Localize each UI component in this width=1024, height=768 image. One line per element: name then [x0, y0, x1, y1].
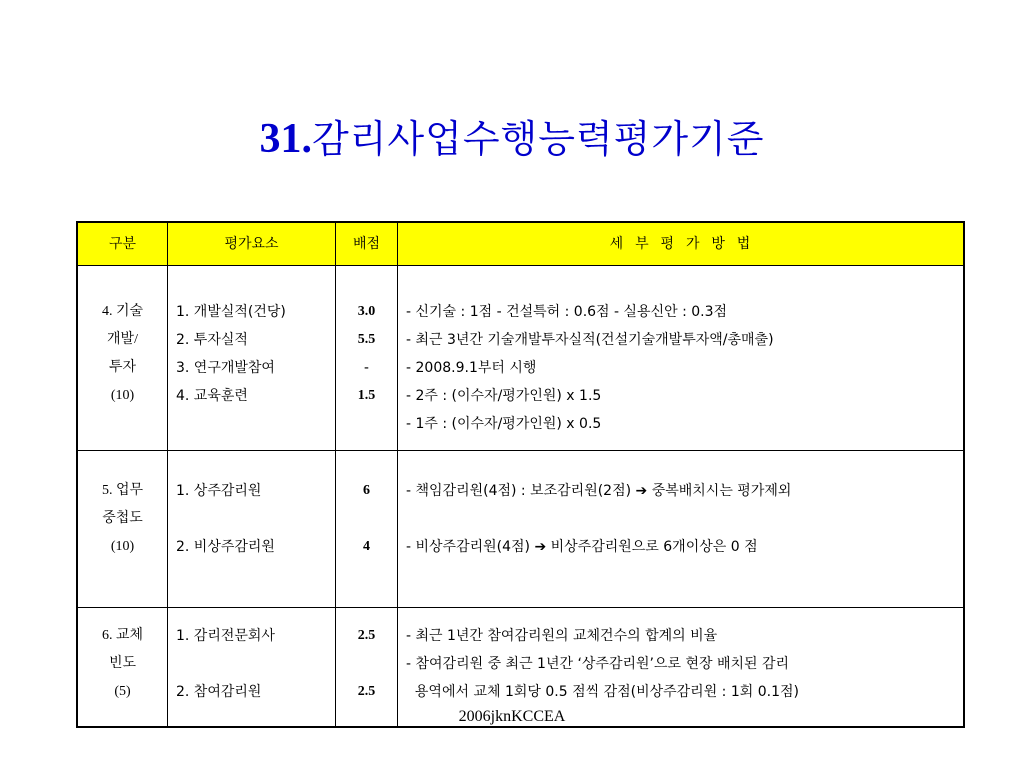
table-row: [77, 451, 964, 608]
category-line: 4. 기술: [101, 304, 144, 319]
score-cell: [336, 266, 398, 451]
category-line: (5): [114, 684, 131, 699]
elements-cell: [168, 266, 336, 451]
category-line: 개발/: [107, 332, 138, 347]
criteria-table: [76, 221, 965, 728]
table-header-row: [77, 222, 964, 266]
category-line: 빈도: [108, 656, 137, 671]
element-item: 1. 개발실적(건당): [176, 304, 286, 320]
element-item: 4. 교육훈련: [176, 388, 248, 404]
category-line: 6. 교체: [101, 628, 144, 643]
score-value: 2.5: [357, 684, 376, 699]
score-value: 1.5: [357, 388, 376, 403]
table-row: [77, 266, 964, 451]
element-item: 2. 투자실적: [176, 332, 248, 348]
element-item: 1. 감리전문회사: [176, 628, 275, 644]
category-line: (10): [110, 388, 135, 403]
detail-line: - 신기술 : 1점 - 건설특허 : 0.6점 - 실용신안 : 0.3점: [406, 304, 728, 320]
score-value: 6: [363, 483, 370, 498]
detail-line: - 2주 : (이수자/평가인원) x 1.5: [406, 388, 602, 404]
details-cell: [398, 451, 965, 608]
category-line: 중첩도: [102, 511, 143, 526]
category-line: (10): [110, 539, 135, 554]
spacer: [176, 650, 335, 678]
detail-line: - 최근 1년간 참여감리원의 교체건수의 합계의 비율: [406, 628, 718, 644]
slide-title: [0, 108, 1024, 163]
footer-credit: 2006jknKCCEA: [458, 708, 566, 725]
header-elements: 평가요소: [168, 222, 336, 266]
score-value: 5.5: [357, 332, 376, 347]
header-score: 배점: [336, 222, 398, 266]
title-text: 감리사업수행능력평가기준: [312, 117, 765, 161]
header-category: 구분: [77, 222, 168, 266]
score-value: -: [364, 360, 369, 375]
elements-cell: [168, 451, 336, 608]
detail-line: 용역에서 교체 1회당 0.5 점씩 감점(비상주감리원 : 1회 0.1점): [406, 684, 799, 700]
element-item: 2. 참여감리원: [176, 684, 262, 700]
category-line: 투자: [108, 360, 137, 375]
detail-line: - 1주 : (이수자/평가인원) x 0.5: [406, 416, 602, 432]
score-value: 3.0: [357, 304, 376, 319]
title-number: 31.: [259, 116, 312, 162]
details-cell: [398, 266, 965, 451]
element-item: 1. 상주감리원: [176, 483, 262, 499]
category-cell: [77, 266, 168, 451]
score-cell: [336, 451, 398, 608]
detail-line: - 책임감리원(4점) : 보조감리원(2점) ➔ 중복배치시는 평가제외: [406, 483, 792, 499]
score-value: 2.5: [357, 628, 376, 643]
spacer: [336, 650, 397, 678]
category-line: 5. 업무: [101, 483, 144, 498]
spacer: [406, 505, 963, 533]
detail-line: - 비상주감리원(4점) ➔ 비상주감리원으로 6개이상은 0 점: [406, 539, 758, 555]
element-item: 2. 비상주감리원: [176, 539, 275, 555]
spacer: [176, 505, 335, 533]
detail-line: - 참여감리원 중 최근 1년간 ‘상주감리원’으로 현장 배치된 감리: [406, 656, 790, 672]
header-details: 세 부 평 가 방 법: [398, 222, 965, 266]
spacer: [336, 505, 397, 533]
category-cell: [77, 451, 168, 608]
detail-line: - 2008.9.1부터 시행: [406, 360, 537, 376]
element-item: 3. 연구개발참여: [176, 360, 275, 376]
score-value: 4: [363, 539, 370, 554]
detail-line: - 최근 3년간 기술개발투자실적(건설기술개발투자액/총매출): [406, 332, 774, 348]
